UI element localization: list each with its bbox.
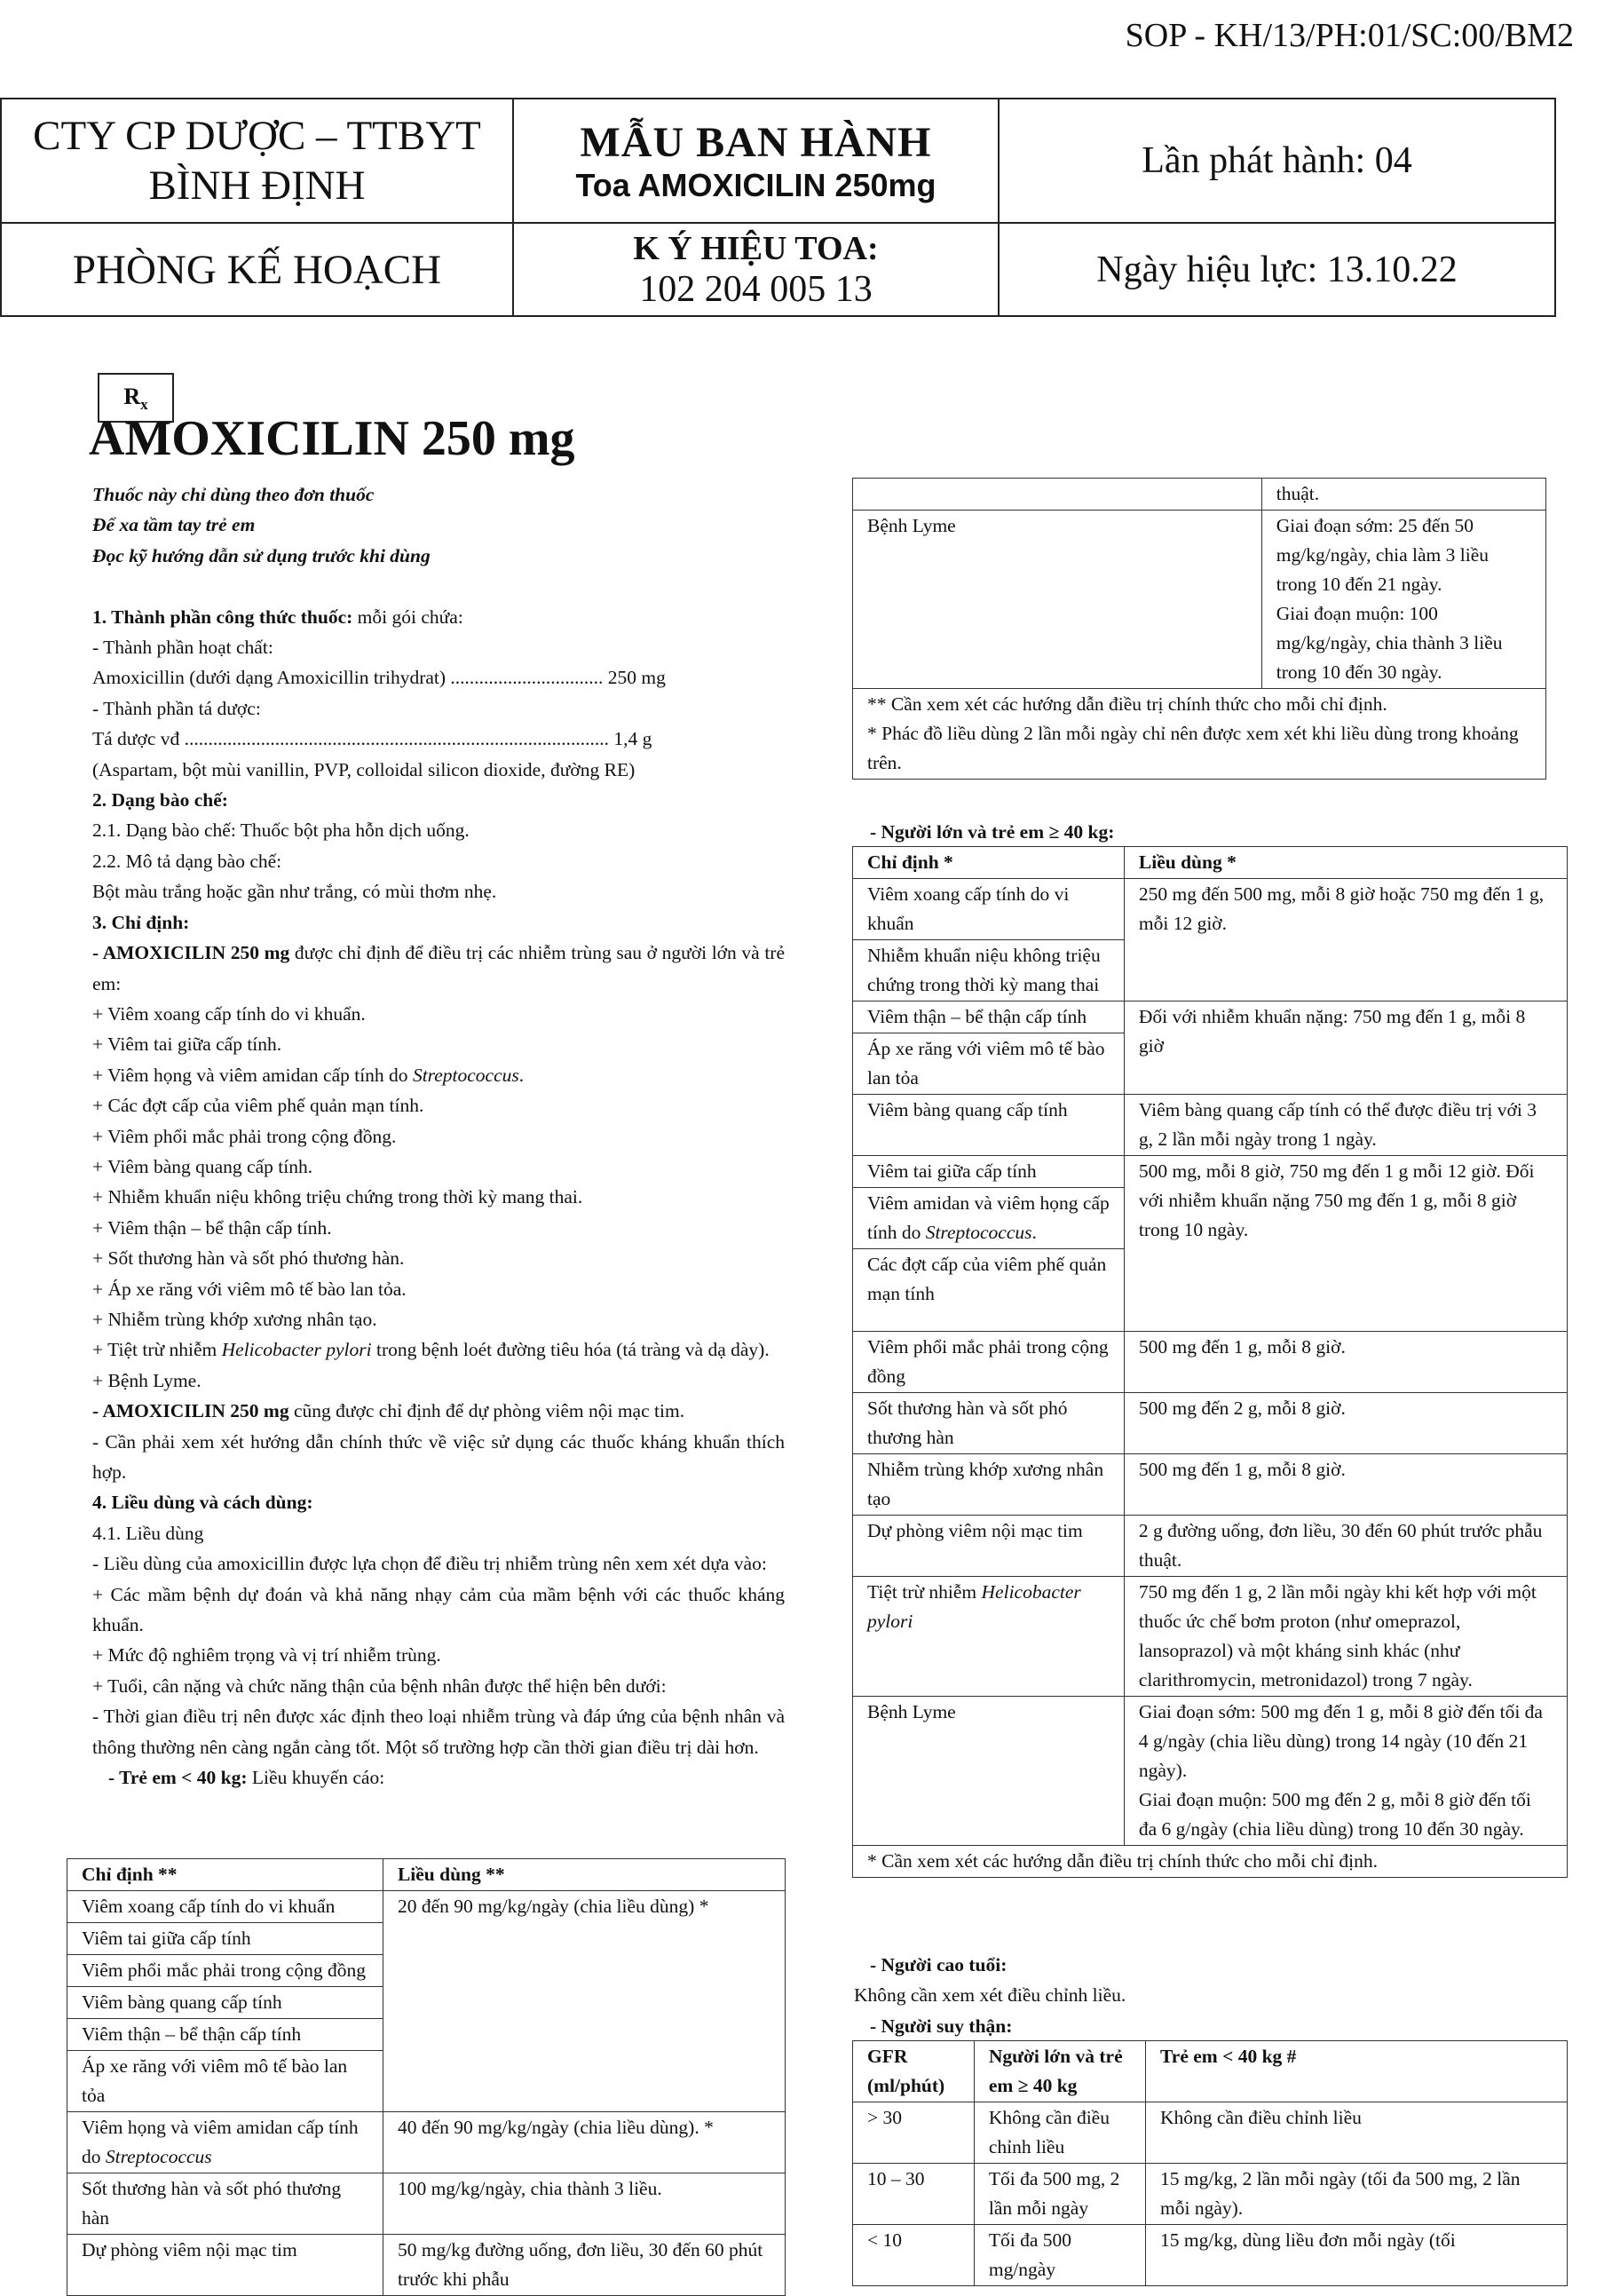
indication-item: + Áp xe răng với viêm mô tế bào lan tỏa.	[92, 1278, 407, 1300]
note: ** Cần xem xét các hướng dẫn điều trị chính thức cho mỗi chỉ định.	[867, 693, 1387, 715]
j1-pre: Tiệt trừ nhiễm	[867, 1581, 982, 1603]
indication-item: + Viêm xoang cấp tính do vi khuẩn.	[92, 1002, 366, 1025]
form-subtitle: Toa AMOXICILIN 250mg	[575, 166, 936, 203]
lyme-early: Giai đoạn sớm: 25 đến 50 mg/kg/ngày, chia làm 3 liều trong 10 đến 21 ngày.	[1276, 515, 1490, 595]
prophy-bold: - AMOXICILIN 250 mg	[92, 1400, 289, 1422]
dose-cell: Viêm bàng quang cấp tính có thể được điều trị với 3 g, 2 lần mỗi ngày trong 1 ngày.	[1124, 1095, 1567, 1156]
excip-line: Tá dược vđ ......................................................................................... 1,4 g	[92, 728, 652, 750]
dose-cell: 40 đến 90 mg/kg/ngày (chia liều dùng). *	[383, 2112, 785, 2173]
active-line: Amoxicillin (dưới dạng Amoxicillin trihydrat) ................................ 250 mg	[92, 667, 666, 689]
indication-cell: Dự phòng viêm nội mạc tim	[67, 2235, 383, 2296]
s3-intro-rest: được chỉ định để điều trị các nhiễm trùng sau ở người lớn và trẻ em:	[92, 942, 785, 994]
child-heading	[92, 1762, 785, 1793]
indication-cell	[67, 2112, 383, 2173]
r2-italic: Streptococcus	[105, 2146, 212, 2167]
warning-line: Để xa tầm tay trẻ em	[92, 514, 256, 536]
indication-item	[92, 1060, 785, 1090]
symbol-value: 102 204 005 13	[639, 268, 873, 310]
s4-para: - Liều dùng của amoxicillin được lựa chọn để điều trị nhiễm trùng nên xem xét dựa vào:	[92, 1553, 767, 1575]
indication-cell: Viêm xoang cấp tính do vi khuẩn	[67, 1891, 383, 1923]
form-title: MẪU BAN HÀNH	[580, 118, 932, 166]
r2-pre: Viêm họng và viêm amidan cấp tính do	[82, 2117, 359, 2167]
dose-cell: 500 mg đến 2 g, mỗi 8 giờ.	[1124, 1393, 1567, 1454]
notes-cell	[853, 689, 1546, 780]
renal-dose-table	[852, 2040, 1568, 2286]
indication-item	[92, 1334, 785, 1365]
s4-para: + Tuổi, cân nặng và chức năng thận của bệnh nhân được thể hiện bên dưới:	[92, 1674, 667, 1697]
gfr-cell: > 30	[853, 2102, 975, 2164]
indication-cell: Viêm phổi mắc phải trong cộng đồng	[67, 1955, 383, 1987]
elderly-text: Không cần xem xét điều chỉnh liều.	[854, 1984, 1126, 2007]
adult-cell: Tối đa 500 mg/ngày	[974, 2225, 1145, 2286]
department: PHÒNG KẾ HOẠCH	[1, 223, 513, 316]
prophylaxis-line	[92, 1396, 785, 1426]
form-title-cell	[513, 99, 999, 223]
s4-sub: 4.1. Liều dùng	[92, 1522, 204, 1544]
gfr-cell: 10 – 30	[853, 2164, 975, 2225]
s4-para: + Mức độ nghiêm trọng và vị trí nhiễm trùng.	[92, 1644, 441, 1667]
e2-post: .	[1031, 1222, 1037, 1243]
renal-heading: - Người suy thận:	[870, 2015, 1013, 2037]
col-header: GFR (ml/phút)	[853, 2041, 975, 2102]
dose-cell: thuật.	[1261, 479, 1545, 511]
indication-item: + Viêm phổi mắc phải trong cộng đồng.	[92, 1125, 397, 1147]
excip-list: (Aspartam, bột mùi vanillin, PVP, colloidal silicon dioxide, đường RE)	[92, 758, 636, 780]
indication-cell: Viêm phổi mắc phải trong cộng đồng	[853, 1332, 1125, 1393]
warning-line: Đọc kỹ hướng dẫn sử dụng trước khi dùng	[92, 544, 431, 566]
indication-item: + Bệnh Lyme.	[92, 1369, 202, 1391]
dose-cell: 20 đến 90 mg/kg/ngày (chia liều dùng) *	[383, 1891, 785, 2112]
s4-para: - Thời gian điều trị nên được xác định theo loại nhiễm trùng và đáp ứng của bệnh nhân và thông thường nên càng ngắn càng tốt. Một số trường hợp cần thời gian điều trị dài hơn.	[92, 1706, 785, 1758]
lyme-early: Giai đoạn sớm: 500 mg đến 1 g, mỗi 8 giờ đến tối đa 4 g/ngày (chia liều dùng) trong 14 ngày (10 đến 21 ngày).	[1138, 1701, 1543, 1781]
indication-cell: Nhiễm khuẩn niệu không triệu chứng trong thời kỳ mang thai	[853, 940, 1125, 1002]
indication-cell: Viêm tai giữa cấp tính	[67, 1923, 383, 1955]
s2-line: 2.1. Dạng bào chế: Thuốc bột pha hỗn dịch uống.	[92, 819, 470, 842]
elderly-section	[854, 1950, 1126, 2041]
indication-cell: Sốt thương hàn và sốt phó thương hàn	[853, 1393, 1125, 1454]
indication-item: + Viêm bàng quang cấp tính.	[92, 1155, 313, 1177]
indication-cell: Viêm thận – bể thận cấp tính	[67, 2019, 383, 2051]
indication-cell: Viêm bàng quang cấp tính	[67, 1987, 383, 2019]
rx-symbol: R	[123, 384, 141, 409]
left-column	[92, 479, 785, 1793]
active-label: - Thành phần hoạt chất:	[92, 637, 273, 659]
indication-cell: Viêm bàng quang cấp tính	[853, 1095, 1125, 1156]
prophy-rest: cũng được chỉ định để dự phòng viêm nội mạc tim.	[288, 1400, 685, 1422]
s4-heading: 4. Liều dùng và cách dùng:	[92, 1492, 313, 1514]
dose-cell: 100 mg/kg/ngày, chia thành 3 liều.	[383, 2173, 785, 2235]
indication-cell	[853, 1188, 1125, 1249]
indication-item: + Viêm tai giữa cấp tính.	[92, 1033, 282, 1056]
dose-cell: Đối với nhiễm khuẩn nặng: 750 mg đến 1 g, mỗi 8 giờ	[1124, 1002, 1567, 1095]
dose-cell: 500 mg đến 1 g, mỗi 8 giờ.	[1124, 1454, 1567, 1516]
ind3-post: .	[518, 1064, 525, 1086]
dose-cell: 500 mg đến 1 g, mỗi 8 giờ.	[1124, 1332, 1567, 1393]
hp-pre: + Tiệt trừ nhiễm	[92, 1339, 222, 1361]
lyme-late: Giai đoạn muộn: 100 mg/kg/ngày, chia thành 3 liều trong 10 đến 30 ngày.	[1276, 603, 1503, 683]
drug-title: AMOXICILIN 250 mg	[89, 411, 575, 466]
document-code: SOP - KH/13/PH:01/SC:00/BM2	[1125, 17, 1574, 54]
dose-cell: 250 mg đến 500 mg, mỗi 8 giờ hoặc 750 mg đến 1 g, mỗi 12 giờ.	[1124, 879, 1567, 1002]
child-heading-rest: Liều khuyến cáo:	[247, 1767, 385, 1789]
indication-cell: Nhiễm trùng khớp xương nhân tạo	[853, 1454, 1125, 1516]
adult-dose-table	[852, 846, 1568, 1878]
s1-heading-rest: mỗi gói chứa:	[352, 606, 463, 628]
dose-cell: 50 mg/kg đường uống, đơn liều, 30 đến 60 phút trước khi phẫu	[383, 2235, 785, 2296]
e2-pre: Viêm amidan và viêm họng cấp tính do	[867, 1192, 1110, 1243]
effective-date: Ngày hiệu lực: 13.10.22	[999, 223, 1555, 316]
s3-intro-bold: - AMOXICILIN 250 mg	[92, 942, 290, 964]
indication-item: + Các đợt cấp của viêm phế quản mạn tính.	[92, 1095, 424, 1117]
gfr-cell: < 10	[853, 2225, 975, 2286]
dose-cell: 2 g đường uống, đơn liều, 30 đến 60 phút trước phẫu thuật.	[1124, 1516, 1567, 1577]
col-header: Người lớn và trẻ em ≥ 40 kg	[974, 2041, 1145, 2102]
indication-cell: Viêm xoang cấp tính do vi khuẩn	[853, 879, 1125, 940]
notes-cell: * Cần xem xét các hướng dẫn điều trị chính thức cho mỗi chỉ định.	[853, 1846, 1568, 1878]
indication-item: + Sốt thương hàn và sốt phó thương hàn.	[92, 1247, 405, 1270]
indication-cell: Bệnh Lyme	[853, 511, 1262, 689]
indication-cell: Áp xe răng với viêm mô tế bào lan tỏa	[853, 1033, 1125, 1095]
issue-number: Lần phát hành: 04	[999, 99, 1555, 223]
child-cell: 15 mg/kg, 2 lần mỗi ngày (tối đa 500 mg, 2 lần mỗi ngày).	[1146, 2164, 1568, 2225]
indication-cell: Sốt thương hàn và sốt phó thương hàn	[67, 2173, 383, 2235]
s1-heading-line	[92, 602, 785, 632]
symbol-label: K Ý HIỆU TOA:	[633, 229, 879, 267]
indication-cell: Viêm thận – bể thận cấp tính	[853, 1002, 1125, 1033]
child-cell: 15 mg/kg, dùng liều đơn mỗi ngày (tối	[1146, 2225, 1568, 2286]
indication-cell: Bệnh Lyme	[853, 1697, 1125, 1846]
indication-cell: Viêm tai giữa cấp tính	[853, 1156, 1125, 1188]
header-table	[0, 98, 1556, 317]
col-header: Chỉ định **	[67, 1859, 383, 1891]
s3-heading: 3. Chỉ định:	[92, 911, 190, 933]
empty-cell	[853, 479, 1262, 511]
guide-line: - Cần phải xem xét hướng dẫn chính thức về việc sử dụng các thuốc kháng khuẩn thích hợp.	[92, 1430, 785, 1483]
col-header: Liều dùng *	[1124, 847, 1567, 879]
elderly-heading: - Người cao tuổi:	[870, 1954, 1008, 1975]
indication-item: + Nhiễm trùng khớp xương nhân tạo.	[92, 1308, 377, 1330]
dose-cell	[1124, 1697, 1567, 1846]
lyme-late: Giai đoạn muộn: 500 mg đến 2 g, mỗi 8 giờ đến tối đa 6 g/ngày (chia liều dùng) trong 10 đến 30 ngày.	[1138, 1789, 1531, 1840]
j1-italic: Helicobacter pylori	[867, 1581, 1081, 1632]
indication-cell	[853, 1577, 1125, 1697]
hp-italic: Helicobacter pylori	[221, 1339, 372, 1361]
col-header: Trẻ em < 40 kg #	[1146, 2041, 1568, 2102]
adult-heading: - Người lớn và trẻ em ≥ 40 kg:	[870, 821, 1115, 843]
dose-cell: 500 mg, mỗi 8 giờ, 750 mg đến 1 g mỗi 12 giờ. Đối với nhiễm khuẩn nặng 750 mg đến 1 g, mỗi 8 giờ trong 10 ngày.	[1124, 1156, 1567, 1332]
indication-cell: Các đợt cấp của viêm phế quản mạn tính	[853, 1249, 1125, 1332]
col-header: Liều dùng **	[383, 1859, 785, 1891]
rx-subscript: x	[140, 396, 148, 414]
s3-intro	[92, 938, 785, 999]
s2-line: 2.2. Mô tả dạng bào chế:	[92, 850, 282, 872]
hp-post: trong bệnh loét đường tiêu hóa (tá tràng và dạ dày).	[371, 1339, 770, 1361]
company-name: CTY CP DƯỢC – TTBYT BÌNH ĐỊNH	[1, 99, 513, 223]
warning-line: Thuốc này chỉ dùng theo đơn thuốc	[92, 484, 375, 505]
child-dose-table-continued	[852, 478, 1546, 780]
dose-cell	[1261, 511, 1545, 689]
e2-italic: Streptococcus	[925, 1222, 1032, 1243]
s2-heading: 2. Dạng bào chế:	[92, 789, 228, 812]
indication-cell: Áp xe răng với viêm mô tế bào lan tỏa	[67, 2051, 383, 2112]
dose-cell: 750 mg đến 1 g, 2 lần mỗi ngày khi kết hợp với một thuốc ức chế bơm proton (như omeprazol, lansoprazol) và một kháng sinh khác (như clarithromycin, metronidazol) trong 7 ngày.	[1124, 1577, 1567, 1697]
s4-para: + Các mầm bệnh dự đoán và khả năng nhạy cảm của mầm bệnh với các thuốc kháng khuẩn.	[92, 1583, 785, 1636]
excip-label: - Thành phần tá dược:	[92, 697, 261, 719]
adult-cell: Tối đa 500 mg, 2 lần mỗi ngày	[974, 2164, 1145, 2225]
child-dose-table	[67, 1858, 786, 2296]
col-header: Chỉ định *	[853, 847, 1125, 879]
s1-heading: 1. Thành phần công thức thuốc:	[92, 606, 353, 628]
ind3-italic: Streptococcus	[412, 1064, 519, 1086]
ind3-pre: + Viêm họng và viêm amidan cấp tính do	[92, 1064, 413, 1086]
indication-item: + Nhiễm khuẩn niệu không triệu chứng trong thời kỳ mang thai.	[92, 1186, 583, 1208]
symbol-cell	[513, 223, 999, 316]
indication-cell: Dự phòng viêm nội mạc tim	[853, 1516, 1125, 1577]
child-cell: Không cần điều chỉnh liều	[1146, 2102, 1568, 2164]
adult-cell: Không cần điều chỉnh liều	[974, 2102, 1145, 2164]
note: * Phác đồ liều dùng 2 lần mỗi ngày chỉ nên được xem xét khi liều dùng trong khoảng trên.	[867, 723, 1519, 773]
s2-line: Bột màu trắng hoặc gần như trắng, có mùi thơm nhẹ.	[92, 881, 497, 903]
indication-item: + Viêm thận – bể thận cấp tính.	[92, 1216, 332, 1239]
child-heading-bold: - Trẻ em < 40 kg:	[108, 1767, 248, 1789]
